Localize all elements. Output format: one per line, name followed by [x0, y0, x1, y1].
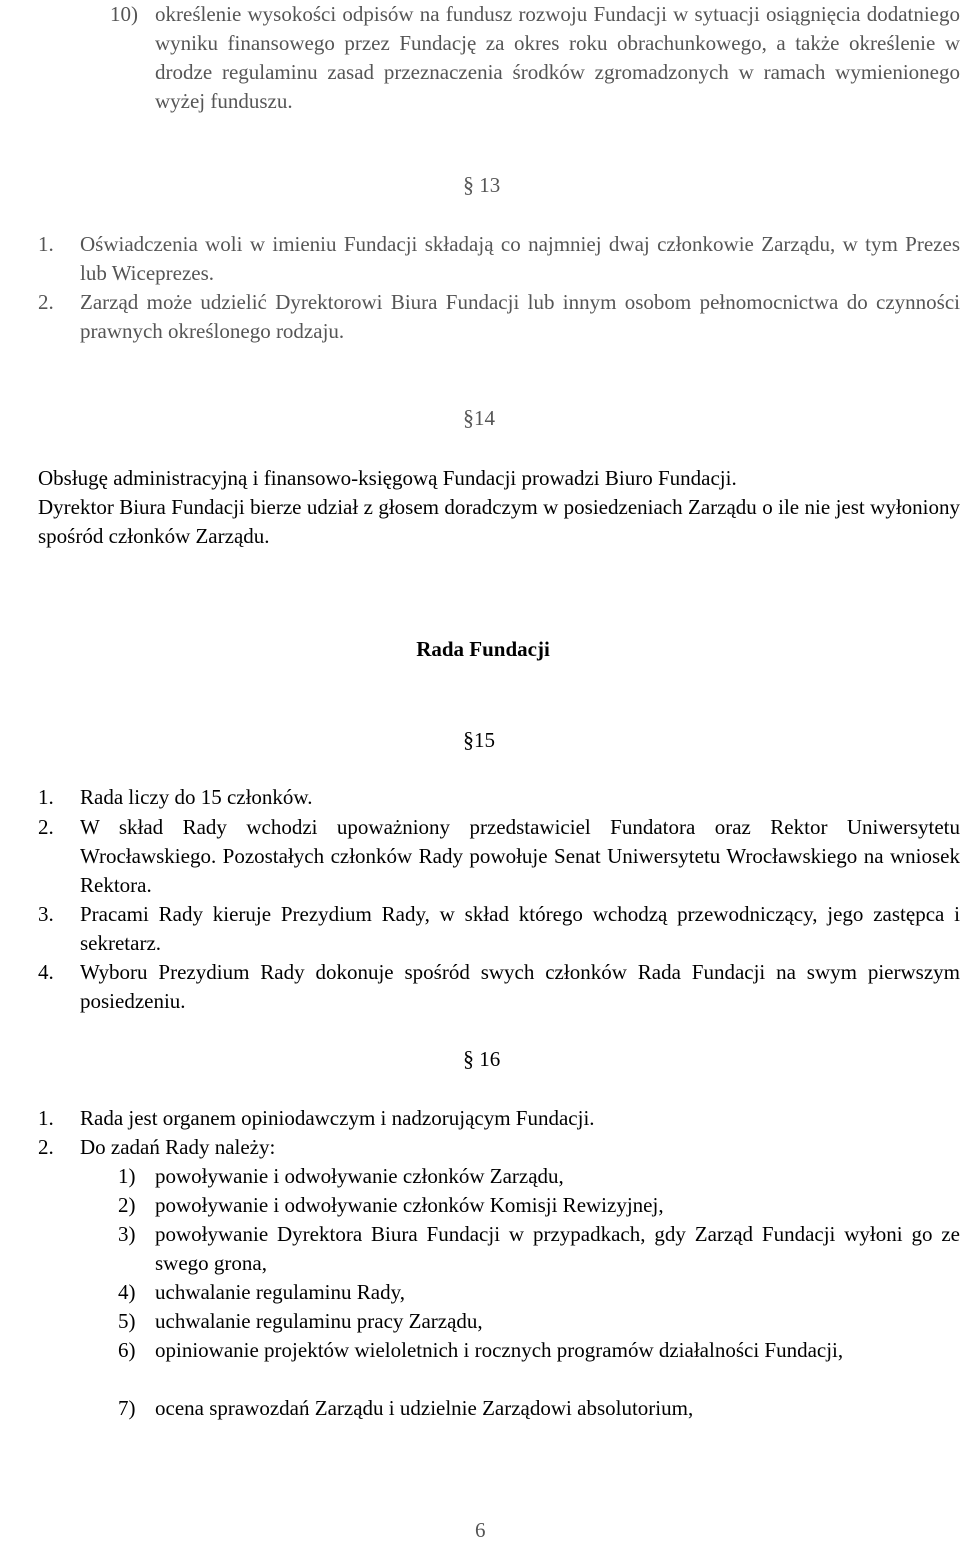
list-item-number: 1. — [38, 785, 54, 809]
section-heading-14: §14 — [463, 405, 495, 430]
section-heading-16: § 16 — [463, 1046, 501, 1071]
list-item-number: 10) — [110, 2, 138, 26]
sub-list-item-number: 5) — [118, 1309, 136, 1333]
paragraph: Dyrektor Biura Fundacji bierze udział z głosem doradczym w posiedzeniach Zarządu o ile nie jest wyłoniony spośród członków Zarządu. — [38, 495, 960, 548]
list-item-number: 1. — [38, 1106, 54, 1130]
list-item-10 — [0, 0, 960, 120]
section-heading-13: § 13 — [463, 172, 501, 197]
page-number: 6 — [475, 1518, 486, 1542]
list-item-number: 2. — [38, 1135, 54, 1159]
sub-list-item-number: 2) — [118, 1193, 136, 1217]
list-item-number: 1. — [38, 232, 54, 256]
list-item-text: Rada jest organem opiniodawczym i nadzorującym Fundacji. — [80, 1106, 595, 1130]
paragraph: Obsługę administracyjną i finansowo-księgową Fundacji prowadzi Biuro Fundacji. — [38, 466, 737, 490]
section-heading-15: §15 — [463, 727, 495, 752]
list-item-number: 2. — [38, 290, 54, 314]
list-item-text: W skład Rady wchodzi upoważniony przedstawiciel Fundatora oraz Rektor Uniwersytetu Wrocławskiego. Pozostałych członków Rady powołuje Senat Uniwersytetu Wrocławskiego na wniosek Rektora. — [80, 815, 960, 897]
list-item-text: Rada liczy do 15 członków. — [80, 785, 313, 809]
list-item-text: Wyboru Prezydium Rady dokonuje spośród swych członków Rada Fundacji na swym pierwszym posiedzeniu. — [80, 960, 960, 1013]
list-item-text: Oświadczenia woli w imieniu Fundacji składają co najmniej dwaj członkowie Zarządu, w tym Prezes lub Wiceprezes. — [80, 232, 960, 285]
sub-list-item-text: powoływanie Dyrektora Biura Fundacji w przypadkach, gdy Zarząd Fundacji wyłoni go ze swego grona, — [155, 1222, 960, 1275]
sub-list-item-number: 4) — [118, 1280, 136, 1304]
page-title: Rada Fundacji — [416, 637, 550, 661]
sub-list-item-number: 3) — [118, 1222, 136, 1246]
list-item-number: 4. — [38, 960, 54, 984]
sub-list-item-number: 1) — [118, 1164, 136, 1188]
list-item-text: Zarząd może udzielić Dyrektorowi Biura Fundacji lub innym osobom pełnomocnictwa do czynności prawnych określonego rodzaju. — [80, 290, 960, 343]
list-item-text: Do zadań Rady należy: — [80, 1135, 276, 1159]
sub-list-item-text: uchwalanie regulaminu Rady, — [155, 1280, 405, 1304]
list-item-text: Pracami Rady kieruje Prezydium Rady, w skład którego wchodzą przewodniczący, jego zastępca i sekretarz. — [80, 902, 960, 955]
sub-list-item-number: 6) — [118, 1338, 136, 1362]
sub-list-item-number: 7) — [118, 1396, 136, 1420]
sub-list-item-text: ocena sprawozdań Zarządu i udzielnie Zarządowi absolutorium, — [155, 1396, 694, 1420]
sub-list-item-text: powoływanie i odwoływanie członków Zarządu, — [155, 1164, 564, 1188]
sub-list-item-text: opiniowanie projektów wieloletnich i rocznych programów działalności Fundacji, — [155, 1338, 844, 1362]
list-item-number: 2. — [38, 815, 54, 839]
sub-list-item-text: uchwalanie regulaminu pracy Zarządu, — [155, 1309, 483, 1333]
list-item-text: określenie wysokości odpisów na fundusz rozwoju Fundacji w sytuacji osiągnięcia dodatniego wyniku finansowego przez Fundację za okres roku obrachunkowego, a także określenie w drodze regulaminu zasad przeznaczenia środków zgromadzonych w ramach wymienionego wyżej funduszu. — [155, 2, 960, 113]
list-item-number: 3. — [38, 902, 54, 926]
sub-list-item-text: powoływanie i odwoływanie członków Komisji Rewizyjnej, — [155, 1193, 664, 1217]
